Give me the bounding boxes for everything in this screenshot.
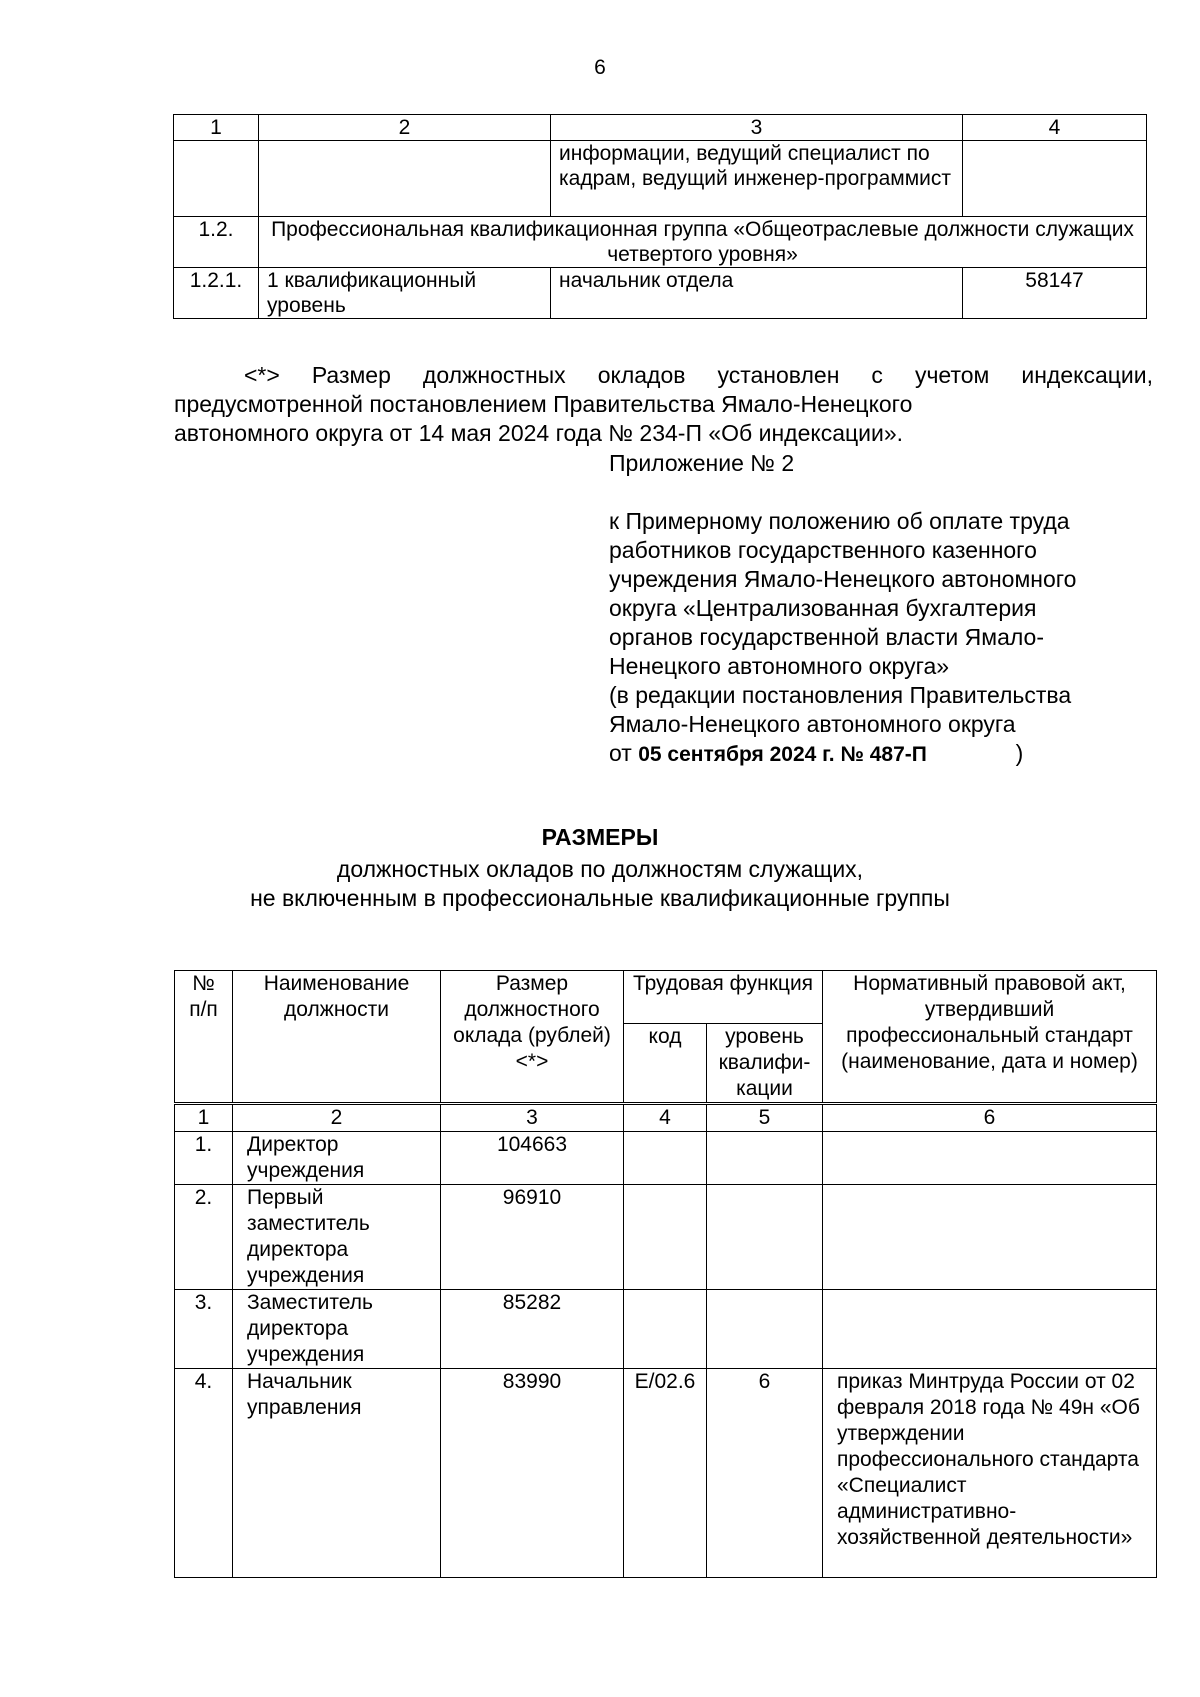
regulatory-act	[823, 1290, 1157, 1369]
row-number: 4.	[175, 1369, 233, 1578]
header-labor-function: Трудовая функция	[624, 971, 823, 1024]
appendix-date-line	[609, 739, 1169, 769]
table-row	[175, 1369, 1157, 1578]
qualification-level	[707, 1290, 823, 1369]
position-name: Директор учреждения	[233, 1132, 441, 1185]
appendix-header	[609, 449, 1169, 769]
table-row	[175, 1290, 1157, 1369]
position-name: начальник отдела	[551, 268, 963, 319]
function-code	[624, 1132, 707, 1185]
appendix-title: Приложение № 2	[609, 450, 795, 476]
salary-value: 83990	[441, 1369, 624, 1578]
qualification-level: 1 квалификационный уровень	[259, 268, 551, 319]
positions-continued: информации, ведущий специалист по кадрам, ведущий инженер-программист	[551, 141, 963, 217]
position-name: Заместитель директора учреждения	[233, 1290, 441, 1369]
position-name: Начальник управления	[233, 1369, 441, 1578]
row-number: 3.	[175, 1290, 233, 1369]
col-number-1: 1	[175, 1104, 233, 1132]
regulatory-act	[823, 1185, 1157, 1290]
regulatory-act	[823, 1132, 1157, 1185]
appendix-line: округа «Централизованная бухгалтерия	[609, 595, 1037, 621]
header-code: код	[624, 1024, 707, 1104]
qualification-level	[707, 1132, 823, 1185]
footnote-text-2: автономного округа от 14 мая 2024 года № 234-П «Об индексации».	[174, 420, 904, 446]
appendix-line: органов государственной власти Ямало-	[609, 624, 1045, 650]
appendix-line: Ямало-Ненецкого автономного округа	[609, 711, 1016, 737]
table-header-row	[175, 971, 1157, 1024]
appendix-line: учреждения Ямало-Ненецкого автономного	[609, 566, 1077, 592]
regulatory-act: приказ Минтруда России от 02 февраля 2018 года № 49н «Об утверждении профессионального стандарта «Специалист административно-хозяйственной деятельности»	[823, 1369, 1157, 1578]
subtitle-line-2: не включенным в профессиональные квалификационные группы	[250, 885, 950, 911]
group-title: Профессиональная квалификационная группа «Общеотраслевые должности служащих четвертого уровня»	[259, 217, 1147, 268]
col-number-1: 1	[174, 115, 259, 141]
salary-value: 96910	[441, 1185, 624, 1290]
header-level: уровень квалифи-кации	[707, 1024, 823, 1104]
col-number-2: 2	[233, 1104, 441, 1132]
page-number: 6	[594, 56, 606, 79]
row-number: 2.	[175, 1185, 233, 1290]
table-row	[175, 1185, 1157, 1290]
col-number-4: 4	[624, 1104, 707, 1132]
position-name: Первый заместитель директора учреждения	[233, 1185, 441, 1290]
header-position: Наименование должности	[233, 971, 441, 1104]
from-prefix: от	[609, 740, 632, 766]
footnote	[174, 361, 1153, 448]
appendix-line: (в редакции постановления Правительства	[609, 682, 1072, 708]
table-header-row	[174, 115, 1147, 141]
salary-value: 58147	[963, 268, 1147, 319]
group-number: 1.2.	[174, 217, 259, 268]
header-number: № п/п	[175, 971, 233, 1104]
column-number-row	[175, 1104, 1157, 1132]
col-number-3: 3	[551, 115, 963, 141]
appendix-line: к Примерному положению об оплате труда	[609, 508, 1070, 534]
row-number: 1.	[175, 1132, 233, 1185]
qualification-level	[707, 1185, 823, 1290]
salary-table	[174, 970, 1157, 1578]
row-number: 1.2.1.	[174, 268, 259, 319]
positions-table-continued	[173, 114, 1147, 319]
salary-value: 104663	[441, 1132, 624, 1185]
function-code	[624, 1290, 707, 1369]
col-number-2: 2	[259, 115, 551, 141]
appendix-line: работников государственного казенного	[609, 537, 1037, 563]
table-row	[175, 1132, 1157, 1185]
subtitle-line-1: должностных окладов по должностям служащих,	[336, 856, 864, 882]
appendix-line: Ненецкого автономного округа»	[609, 653, 950, 679]
document-subtitle	[0, 855, 1200, 913]
header-salary: Размер должностного оклада (рублей) <*>	[441, 971, 624, 1104]
qualification-level: 6	[707, 1369, 823, 1578]
col-number-3: 3	[441, 1104, 624, 1132]
table-row	[174, 268, 1147, 319]
table-row	[174, 141, 1147, 217]
function-code: Е/02.6	[624, 1369, 707, 1578]
footnote-text-1: <*> Размер должностных окладов установлен с учетом индексации, предусмотренной постановлением Правительства Ямало-Ненецкого	[174, 362, 1153, 417]
salary-value: 85282	[441, 1290, 624, 1369]
document-title: РАЗМЕРЫ	[541, 824, 659, 850]
header-regulatory-act: Нормативный правовой акт, утвердивший профессиональный стандарт (наименование, дата и номер)	[823, 971, 1157, 1104]
table-row-group	[174, 217, 1147, 268]
close-paren: )	[1015, 740, 1024, 766]
col-number-4: 4	[963, 115, 1147, 141]
col-number-5: 5	[707, 1104, 823, 1132]
col-number-6: 6	[823, 1104, 1157, 1132]
decree-date-number: 05 сентября 2024 г. № 487-П	[638, 743, 927, 766]
function-code	[624, 1185, 707, 1290]
